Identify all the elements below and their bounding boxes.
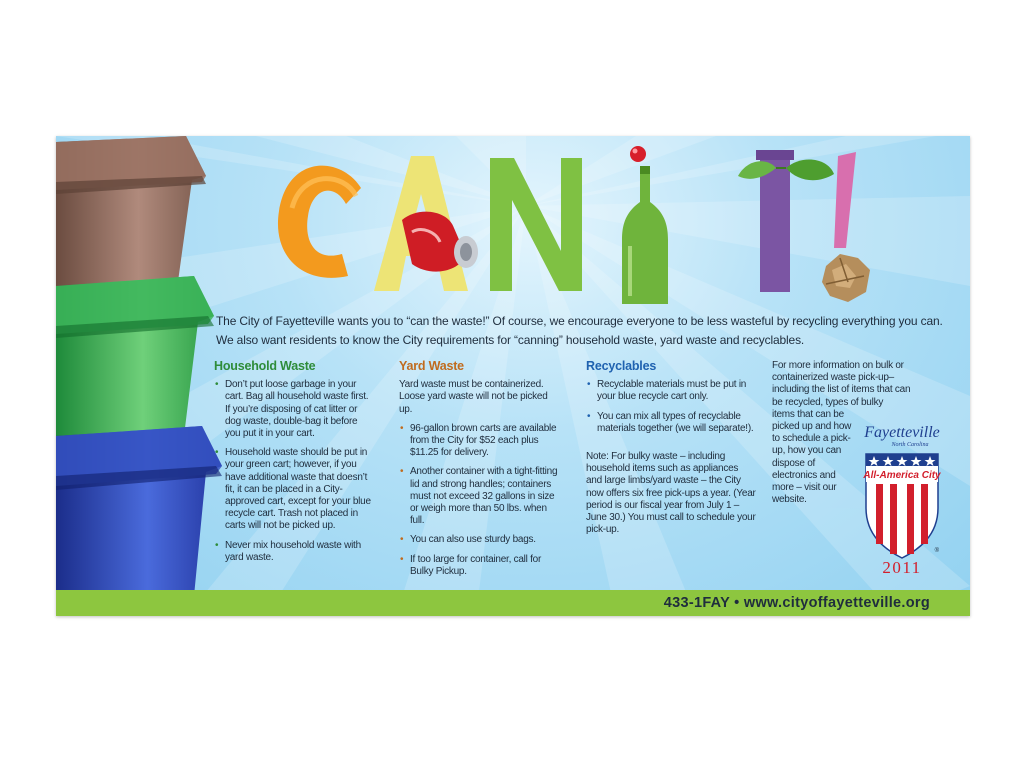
crushed-can-icon — [402, 212, 478, 272]
bullet-icon: • — [215, 539, 219, 551]
badge-state-name: North Carolina — [891, 442, 929, 448]
contact-info: 433-1FAY • www.cityoffayetteville.org — [663, 595, 930, 611]
bullet-icon: • — [587, 379, 591, 391]
crumpled-paper-icon — [822, 254, 870, 302]
can-it-title-graphic — [56, 136, 970, 316]
list-item: • You can mix all types of recyclable materials together (we will separate!). — [587, 410, 754, 434]
yard-waste-list — [399, 423, 559, 578]
blue-bin — [56, 426, 222, 596]
intro-line-1: The City of Fayetteville wants you to “can the waste!” Of course, we encourage everyone to be less wasteful by recycling everything you can. — [216, 314, 943, 328]
intro-line-2: We also want residents to know the City requirements for “canning” household waste, yard waste and recyclables. — [216, 333, 805, 347]
bullet-icon: • — [400, 466, 404, 478]
badge-registered-mark: ® — [934, 548, 939, 554]
household-waste-heading: Household Waste — [214, 359, 316, 373]
bullet-icon: • — [400, 553, 404, 565]
recyclables-heading: Recyclables — [586, 359, 657, 373]
household-waste-list — [214, 379, 374, 564]
list-item: • Household waste should be put in your green cart; however, if you have additional waste that doesn’t fit, it can be placed in a City-approved cart, except for your blue recycle cart. Trash not placed in carts will not be picked up. — [215, 447, 371, 532]
yard-waste-intro: Yard waste must be containerized. Loose yard waste will not be picked up. — [399, 379, 548, 415]
exclamation-mark — [834, 152, 856, 248]
list-item: • If too large for container, call for Bulky Pickup. — [400, 553, 542, 577]
letter-c — [278, 166, 361, 278]
letter-n — [490, 158, 582, 291]
bullet-icon: • — [215, 447, 219, 459]
bulky-waste-note: Note: For bulky waste – including household items such as appliances and large limbs/yard waste – the City now offers six free pick-ups a year. (Year period is our fiscal year from July 1 – June 30.) You must call to schedule your pick-up. — [586, 451, 756, 536]
list-item: • Another container with a tight-fitting lid and strong handles; containers must not exceed 32 gallons in size or weigh more than 50 lbs. when full. — [400, 466, 558, 527]
green-bottle-icon — [622, 166, 668, 304]
yard-waste-section — [399, 360, 559, 585]
bullet-icon: • — [215, 379, 219, 391]
letter-i — [630, 146, 646, 162]
more-info-text-continued: items that can be picked up and how to schedule a pick-up, how you can dispose of electronics and more – visit our website. — [772, 408, 852, 506]
bullet-icon: • — [400, 422, 404, 434]
yard-waste-heading: Yard Waste — [399, 359, 464, 373]
list-item: • Never mix household waste with yard waste. — [215, 539, 361, 563]
list-item: • Don’t put loose garbage in your cart. Bag all household waste first. If you’re disposing of cat litter or dog waste, double-bag it before you put it in your cart. — [215, 379, 369, 440]
bullet-icon: • — [400, 534, 404, 546]
all-america-city-badge — [862, 420, 942, 576]
household-waste-section — [214, 360, 374, 571]
flyer-card — [56, 136, 970, 616]
badge-city-name: Fayetteville — [864, 424, 940, 441]
intro-text — [216, 312, 956, 350]
list-item: • Recyclable materials must be put in your blue recycle cart only. — [587, 379, 747, 403]
badge-award-name: All-America City — [863, 470, 941, 481]
list-item: • 96-gallon brown carts are available from the City for $52 each plus $11.25 for delivery. — [400, 422, 557, 459]
bullet-icon: • — [587, 410, 591, 422]
badge-year: 2011 — [882, 558, 922, 576]
footer-bar — [56, 590, 970, 616]
recyclables-list — [586, 379, 756, 435]
more-info-text: For more information on bulk or containerized waste pick-up– including the list of items that can be recycled, types of bulky — [772, 360, 911, 408]
recyclables-section — [586, 360, 756, 543]
list-item: • You can also use sturdy bags. — [400, 534, 536, 546]
